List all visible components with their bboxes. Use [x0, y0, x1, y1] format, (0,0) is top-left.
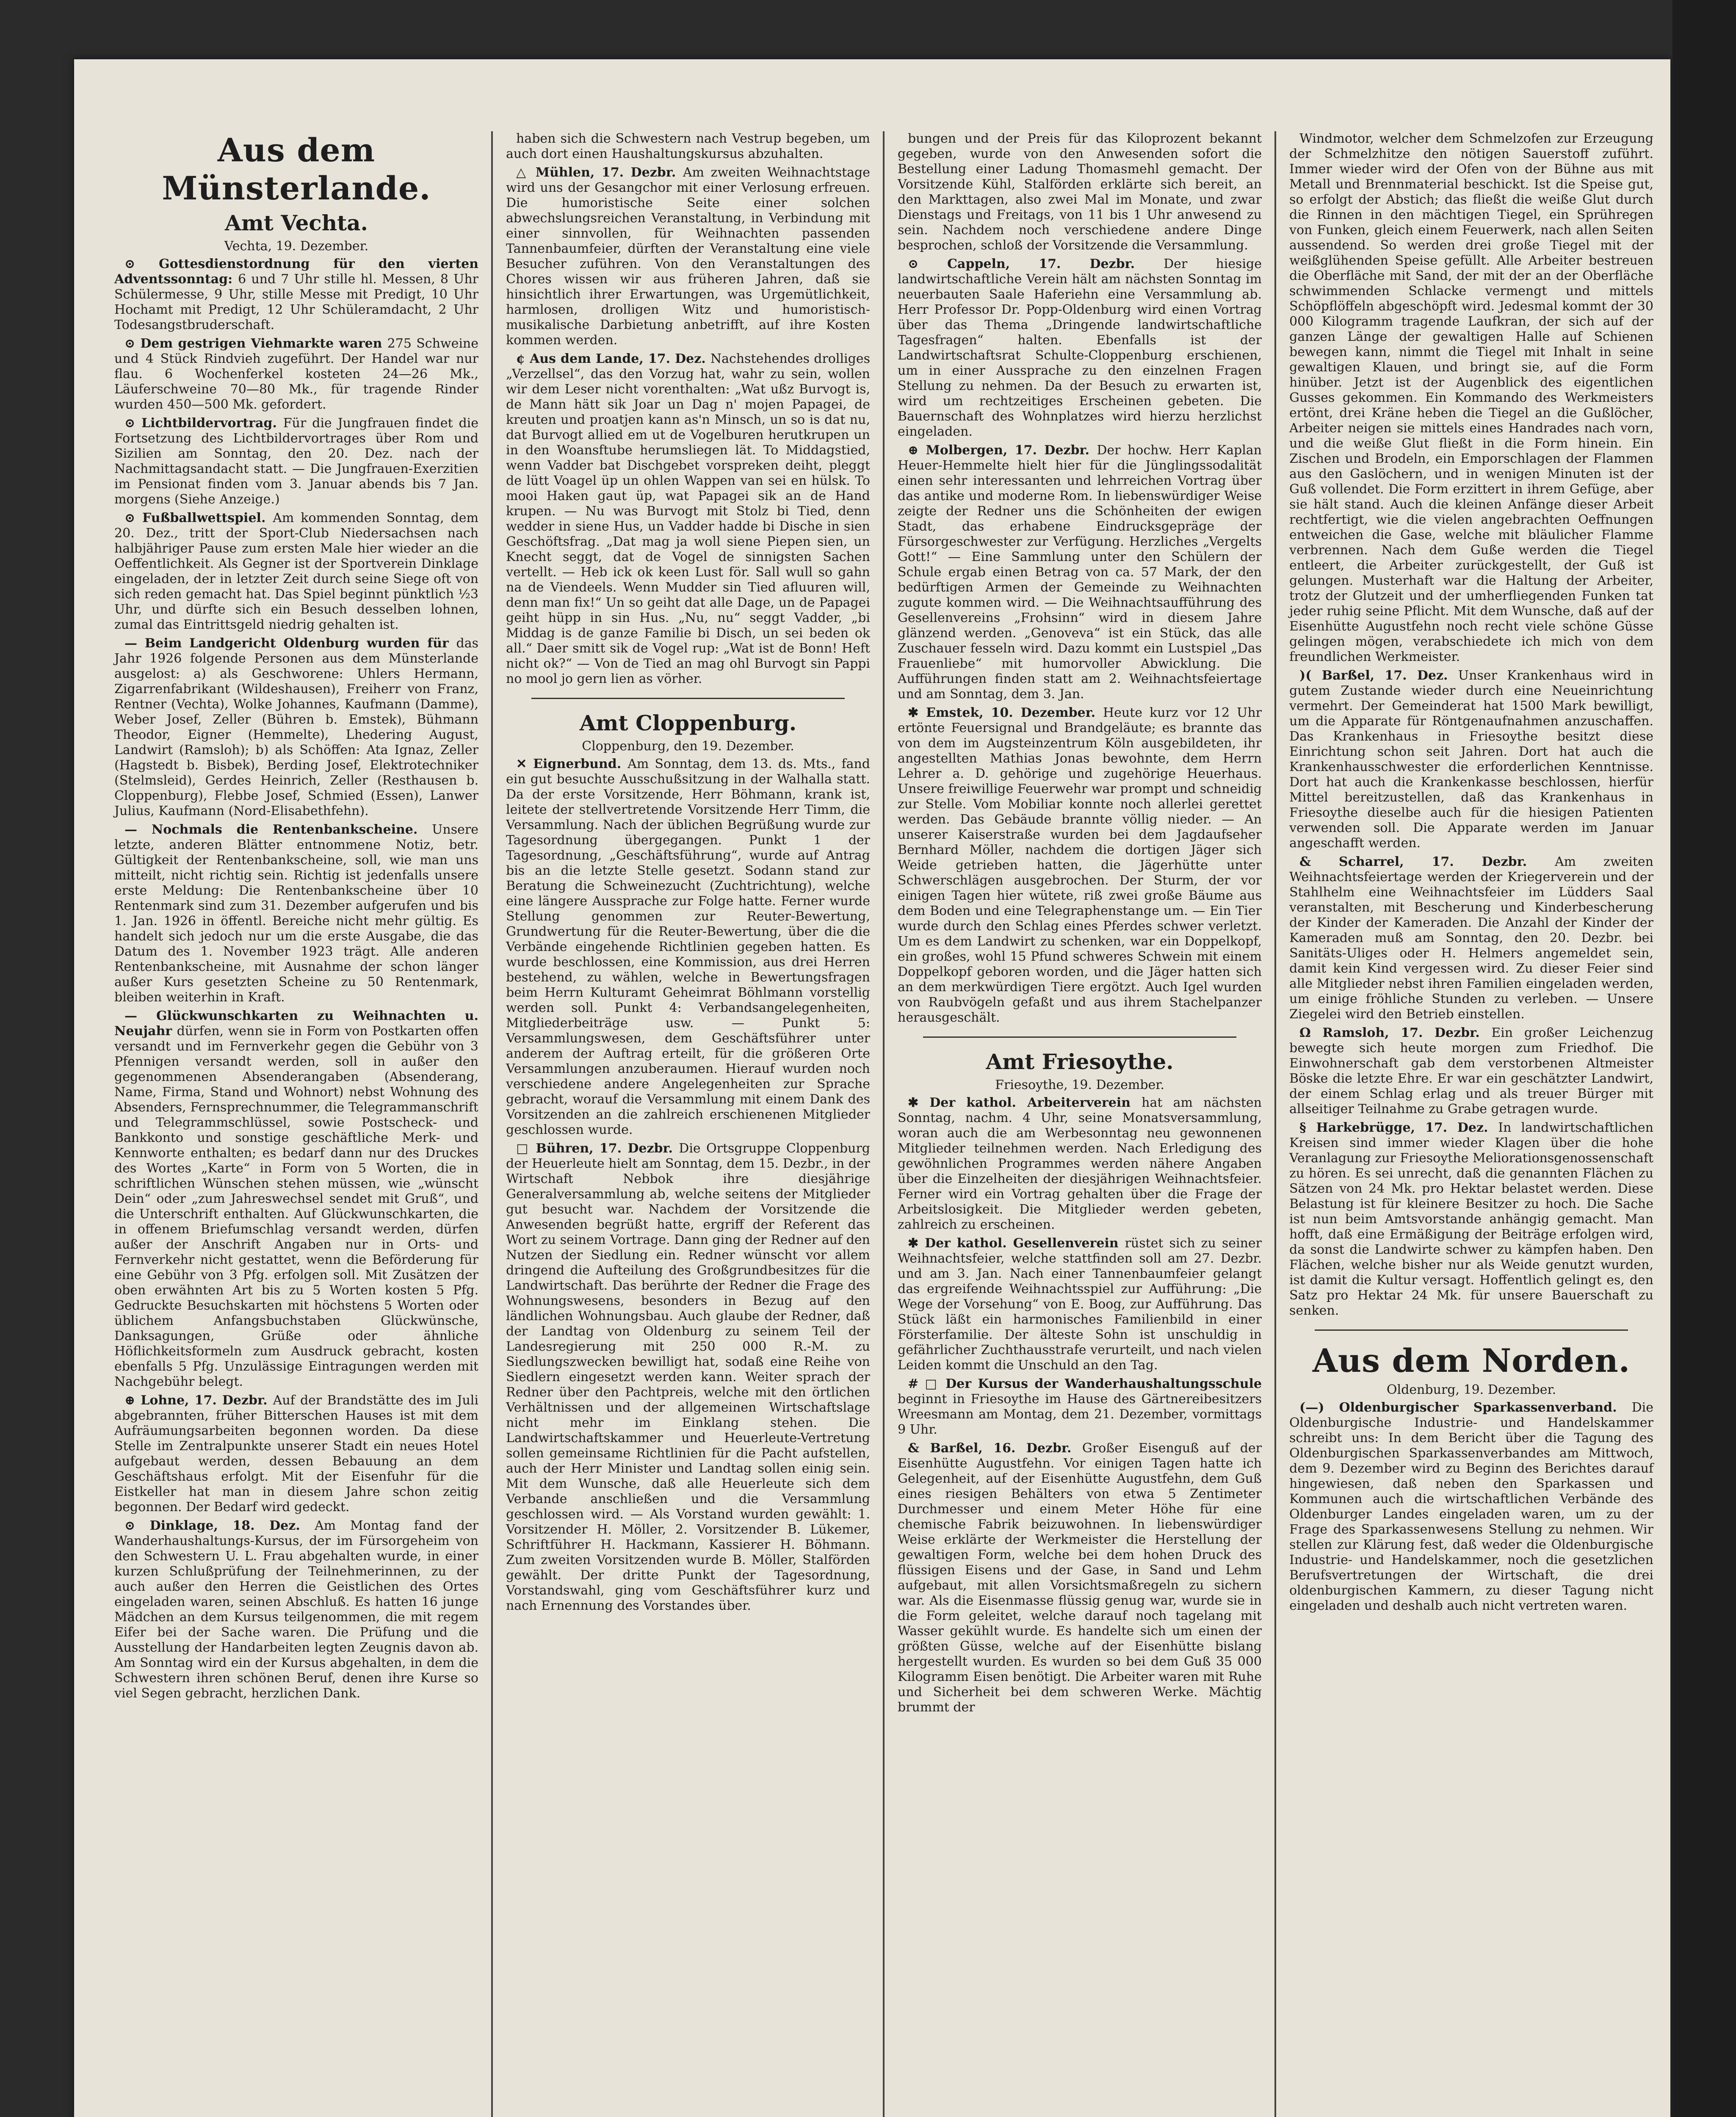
- article-text: In landwirtschaftlichen Kreisen sind immer wieder Klagen über die hohe Veranlagung zur Friesoythe Meliorationsgenossenschaft zu hören. Es sei unrecht, daß die genannten Flächen zu Sätzen von 24 Mk. pro Hektar belastet werden. Diese Belastung ist für kleinere Besitzer zu hoch. Die Sache ist nun beim Amtsvorstande anhängig gemacht. Man hofft, daß eine Ermäßigung der Beiträge erfolgen wird, da sonst die Landwirte schwer zu kämpfen haben. Den Flächen, welche bisher nur als Weide genutzt wurden, ist damit die Kultur versagt. Hoffentlich gelingt es, den Satz pro Hektar 24 Mk. für unsere Bauerschaft zu senken.: [1289, 1120, 1654, 1318]
- article-list: [898, 1095, 1262, 1715]
- article-text: bungen und der Preis für das Kiloprozent bekannt gegeben, wurde von den Anwesenden sofort die Bestellung einer Ladung Thomasmehl gemacht. Der Vorsitzende Kühl, Stalförden erklärte sich bereit, an den Markttagen, also zwei Mal im Monate, und zwar Dienstags und Freitags, von 11 bis 1 Uhr anwesend zu sein. Nachdem noch verschiedene andere Dinge besprochen, schloß der Vorsitzende die Versammlung.: [898, 131, 1262, 253]
- article-paragraph: [114, 416, 478, 507]
- column-rule: [883, 131, 885, 2117]
- dateline: Friesoythe, 19. Dezember.: [995, 1078, 1164, 1092]
- article-paragraph: [898, 257, 1262, 439]
- dateline: Cloppenburg, den 19. Dezember.: [582, 739, 794, 754]
- article-text: das Jahr 1926 folgende Personen aus dem Münsterlande ausgelost: a) als Geschworene: Uhlers Hermann, Zigarrenfabrikant (Wildeshausen), Freiherr von Franz, Rentner (Vechta), Wolke Johannes, Kaufmann (Damme), Weber Josef, Zeller (Bühren b. Emstek), Bühmann Theodor, Eigner (Hemmelte), Lhedering August, Landwirt (Ramsloh); b) als Schöffen: Ata Ignaz, Zeller (Hagstedt b. Bisbek), Berding Josef, Elektrotechniker (Stelmsleid), Gerdes Heinrich, Zeller (Resthausen b. Cloppenburg), Flebbe Josef, Schmied (Essen), Lanwer Julius, Kaufmann (Nord-Elisabethfehn).: [114, 636, 478, 818]
- article-lead: ⊙ Lichtbildervortrag.: [124, 416, 283, 431]
- article-lead: ⊙ Dinklage, 18. Dez.: [124, 1518, 315, 1533]
- article-paragraph: [114, 336, 478, 412]
- article-lead: ⊙ Dem gestrigen Viehmarkte waren: [124, 336, 387, 351]
- article-paragraph: [114, 257, 478, 333]
- article-paragraph: [506, 757, 870, 1138]
- article-paragraph: [114, 1518, 478, 1701]
- article-list: [898, 131, 1262, 1025]
- scanner-edge: [1672, 0, 1736, 2117]
- article-text: Großer Eisenguß auf der Eisenhütte Augustfehn. Vor einigen Tagen hatte ich Gelegenheit, auf der Eisenhütte Augustfehn, dem Guß eines riesigen Behälters von etwa 5 Zentimeter Durchmesser und einem Meter Höhe für eine chemische Fabrik beizuwohnen. In liebenswürdiger Weise erklärte der Werkmeister die Herstellung der gewaltigen Form, welche bei dem hohen Druck des flüssigen Eisens und der Gase, in Sand und Lehm aufgebaut, mit allen Vorsichtsmaßregeln zu sichern war. Als die Eisenmasse flüssig genug war, wurde sie in die Form geleitet, welche darauf noch tagelang mit Wasser gekühlt wurde. Es handelte sich um einen der größten Güsse, welche auf der Eisenhütte bislang hergestellt wurden. Es wurden so bei dem Guß 35 000 Kilogramm Eisen benötigt. Die Arbeiter waren mit Ruhe und Sicherheit bei dem schweren Werke. Mächtig brummt der: [898, 1441, 1262, 1715]
- article-lead: (—) Oldenburgischer Sparkassenverband.: [1299, 1400, 1632, 1415]
- article-lead: ⊙ Fußballwettspiel.: [124, 511, 273, 525]
- article-list: [1289, 1400, 1653, 1614]
- article-paragraph: [898, 443, 1262, 702]
- article-paragraph: [506, 351, 870, 687]
- article-paragraph: [114, 1393, 478, 1515]
- article-paragraph: [898, 1095, 1262, 1233]
- article-text: 275 Schweine und 4 Stück Rindvieh zugeführt. Der Handel war nur flau. 6 Wochenferkel kosteten 24—26 Mk., Läuferschweine 70—80 Mk., für tragende Rinder wurden 450—500 Mk. gefordert.: [114, 336, 478, 412]
- article-lead: — Beim Landgericht Oldenburg wurden für: [124, 636, 456, 651]
- article-list: [506, 757, 870, 1614]
- article-text: Heute kurz vor 12 Uhr ertönte Feuersignal und Brandgeläute; es brannte das von dem im Augsteinzentrum Köln ausgebildeten, ihr angestellten Mathias Jonas bewohnte, dem Herrn Lehrer a. D. gehörige und zugehörige Heuerhaus. Unsere freiwillige Feuerwehr war prompt und schneidig zur Stelle. Vom Mobiliar konnte noch allerlei gerettet werden. Das Gebäude brannte völlig nieder. — An unserer Kaiserstraße wurden bei dem Jagdaufseher Bernhard Möller, nachdem die dortigen Jäger sich Weide getrieben hatten, die Jägerhütte unter Schwerschlägen ausgebrochen. Der Sturm, der vor einigen Tagen hier wütete, riß zwei große Bäume aus dem Boden und eine Telegraphenstange um. — Ein Tier wurde durch den Schlag eines Pferdes schwer verletzt. Um es dem Landwirt zu schenken, war ein Doppelkopf, ein großes, wohl 15 Pfund schweres Schwein mit einem Doppelkopf geboren worden, und die Jäger hatten sich an dem merkwürdigen Tiere ergötzt. Auch Igel wurden von Raubvögeln gefaßt und aus ihrem Stachelpanzer herausgeschält.: [898, 705, 1262, 1025]
- article-lead: △ Mühlen, 17. Dezbr.: [516, 165, 683, 180]
- amt-heading: Amt Vechta.: [225, 210, 368, 235]
- article-lead: & Barßel, 16. Dezbr.: [908, 1441, 1082, 1456]
- column-4: [1289, 131, 1653, 1617]
- article-text: Der hiesige landwirtschaftliche Verein hält am nächsten Sonntag im neuerbauten Saale Haferiehn eine Versammlung ab. Herr Professor Dr. Popp-Oldenburg wird einen Vortrag über das Thema „Dringende landwirtschaftliche Tagesfragen“ halten. Ebenfalls ist der Landwirtschaftsrat Schulte-Cloppenburg erschienen, um in einer Aussprache zu den einzelnen Fragen Stellung zu nehmen. Da der Besuch zu erwarten ist, wird um rechtzeitiges Erscheinen gebeten. Die Bauernschaft des Wohnplatzes wird hierzu herzlichst eingeladen.: [898, 257, 1262, 439]
- column-3: [898, 131, 1262, 1719]
- article-paragraph: [898, 705, 1262, 1025]
- article-text: Unsere letzte, anderen Blätter entnommene Notiz, betr. Gültigkeit der Rentenbankscheine, soll, wie man uns mitteilt, nicht richtig sein. Richtig ist jedenfalls unsere erste Meldung: Die Rentenbankscheine über 10 Rentenmark sind zum 31. Dezember aufgerufen und bis 1. Jan. 1926 in öffentl. Bereiche nicht mehr gültig. Es handelt sich jedoch nur um die erste Ausgabe, die das Datum des 1. November 1923 trägt. Alle anderen Rentenbankscheine, mit Ausnahme der schon länger außer Kurs gesetzten Scheine zu 50 Rentenmark, bleiben weiterhin in Kraft.: [114, 822, 478, 1005]
- article-paragraph: [1289, 854, 1653, 1022]
- article-lead: ✕ Eignerbund.: [516, 757, 628, 771]
- article-list: [1289, 131, 1653, 1318]
- article-paragraph: [898, 1236, 1262, 1373]
- article-lead: ⊙ Cappeln, 17. Dezbr.: [908, 257, 1164, 271]
- article-paragraph: [1289, 1025, 1653, 1117]
- section-divider: [1315, 1329, 1628, 1331]
- article-lead: □ Bühren, 17. Dezbr.: [516, 1141, 679, 1156]
- article-lead: # □ Der Kursus der Wanderhaushaltungsschule: [908, 1376, 1262, 1391]
- region-heading: Aus dem Norden.: [1312, 1342, 1631, 1379]
- article-lead: ✱ Der kathol. Gesellenverein: [908, 1236, 1125, 1251]
- article-text: Am kommenden Sonntag, dem 20. Dez., tritt der Sport-Club Niedersachsen nach halbjähriger Pause zum ersten Male hier wieder an die Oeffentlichkeit. Als Gegner ist der Sportverein Dinklage eingeladen, der in letzter Zeit durch seine Siege oft von sich reden gemacht hat. Das Spiel beginnt pünktlich ½3 Uhr, und dürfte sich ein Besuch desselben lohnen, zumal das Eintrittsgeld niedrig gehalten ist.: [114, 511, 478, 632]
- article-paragraph: [1289, 1120, 1653, 1318]
- article-text: hat am nächsten Sonntag, nachm. 4 Uhr, seine Monatsversammlung, woran auch die am Werbesonntag neu gewonnenen Mitglieder teilnehmen werden. Nach Erledigung des gewöhnlichen Programmes werden nähere Angaben über die Einzelheiten der diesjährigen Weihnachtsfeier. Ferner wird ein Vortrag gehalten über die Frage der Arbeitslosigkeit. Die Mitglieder werden gebeten, zahlreich zu erscheinen.: [898, 1095, 1262, 1232]
- column-rule: [1274, 131, 1276, 2117]
- article-lead: ⊕ Molbergen, 17. Dezbr.: [908, 443, 1097, 458]
- article-paragraph: [1289, 131, 1653, 665]
- article-lead: — Glückwunschkarten zu Weihnachten u. Neujahr: [114, 1009, 478, 1039]
- article-text: Für die Jungfrauen findet die Fortsetzung des Lichtbildervortrages über Rom und Sizilien am Sonntag, den 20. Dez. nach der Nachmittagsandacht statt. — Die Jungfrauen-Exerzitien im Pensionat finden vom 3. Januar abends bis 7 Jan. morgens (Siehe Anzeige.): [114, 416, 479, 507]
- article-text: Der hochw. Herr Kaplan Heuer-Hemmelte hielt hier für die Jünglingssodalität einen sehr interessanten und lehrreichen Vortrag über das antike und moderne Rom. In liebenswürdiger Weise zeigte der Redner uns die Schönheiten der ewigen Stadt, das erhabene Eindrucksgepräge der Fürsorgeschwester zur Verfügung. Herzliches „Vergelts Gott!“ — Eine Sammlung unter den Schülern der Schule ergab einen Betrag von ca. 57 Mark, der den bedürftigen Armen der Gemeinde zu Weihnachten zugute kommen wird. — Die Weihnachtsaufführung des Gesellenvereins „Frohsinn“ wird in diesem Jahre glänzend werden. „Genoveva“ ist ein Stück, das alle Zuschauer fesseln wird. Dazu kommt ein Lustspiel „Das Frauenliebe“ mit humorvoller Abwicklung. Die Aufführungen finden statt am 2. Weihnachtsfeiertage und am Sonntag, dem 3. Jan.: [898, 443, 1262, 702]
- column-1: [114, 131, 478, 1705]
- article-paragraph: [898, 1441, 1262, 1715]
- article-text: Am zweiten Weihnachtsfeiertage werden der Kriegerverein und der Stahlhelm eine Weihnachtsfeier im Lüdders Saal veranstalten, mit Bescherung und Kinderbescherung der Kinder der Kameraden. Die Anzahl der Kinder der Kameraden muß am Sonntag, den 20. Dezbr. bei Sanitäts-Uliges oder H. Helmers angemeldet sein, damit kein Kind vergessen wird. Zu dieser Feier sind alle Mitglieder nebst ihren Familien eingeladen werden, um einige fröhliche Stunden zu verleben. — Unsere Ziegelei wird den Betrieb einstellen.: [1289, 854, 1653, 1022]
- article-text: Nachstehendes drolliges „Verzellsel“, das den Vorzug hat, wahr zu sein, wollen wir dem Leser nicht vorenthalten: „Wat ußz Burvogt is, de Mann hätt sik Joar un Dag n' mojen Papagei, de kreuten und proatjen kann as'n Minsch, un so is dat nu, dat Burvogt allied em ut de Vogelburen herutkrupen un in den Woansftube herumsliegen lät. To Middagstied, wenn Vadder bat Dischgebet vorspreken deiht, pleggt de lütt Voagel üp un ohlen Wappen van sei en hülsk. To mooi Haken gaut üp, wat Papagei sik an de Hand krupen. — Nu was Burvogt mit Stolz bi Tied, denn wedder in siene Hus, un Vadder hadde bi Dische in sien Geschöftsfrag. „Dat mag ja woll siene Piepen sien, un Knecht seggt, dat de Vogel de sinnigsten Sachen vertellt. — Heb ick ok keen Lust för. Sall wull so gahn na de Viendeels. Wenn Mudder sin Tied afluuren will, denn man fix!“ Un so geiht dat alle Dage, un de Papagei geiht hüpp in sin Hus. „Nu, nu“ seggt Vadder, „bi Middag is de ganze Familie bi Disch, un sei beden ok all.“ Daer smitt sik de Vogel rup: „Wat ist de Bonn! Heft nicht ok?“ — Von de Tied an mag ohl Burvogt sin Pappi no mool jo gern lien as vörher.: [506, 351, 871, 686]
- article-paragraph: [898, 1376, 1262, 1437]
- article-paragraph: [114, 822, 478, 1005]
- article-text: Am Montag fand der Wanderhaushaltungs-Kursus, der im Fürsorgeheim von den Schwestern U. L. Frau abgehalten wurde, in einer kurzen Schlußprüfung der Teilnehmerinnen, zu der auch außer den Herren die Geistlichen des Ortes eingeladen waren, seinen Abschluß. Es hatten 16 junge Mädchen an dem Kursus teilgenommen, die mit regem Eifer bei der Sache waren. Die Prüfung und die Ausstellung der Handarbeiten legten Zeugnis davon ab. Am Sonntag wird ein der Kursus abgehalten, in dem die Schwestern ihren schönen Beruf, denen ihre Kurse so viel Segen gebracht, herzlichen Dank.: [114, 1518, 478, 1701]
- article-lead: ¢ Aus dem Lande, 17. Dez.: [516, 351, 710, 366]
- column-rule: [491, 131, 493, 2117]
- article-paragraph: [1289, 668, 1653, 851]
- article-list: [506, 131, 870, 687]
- article-paragraph: [506, 1141, 870, 1614]
- article-text: Die Oldenburgische Industrie- und Handelskammer schreibt uns: In dem Bericht über die Tagung des Oldenburgischen Sparkassenverbandes am Mittwoch, dem 9. Dezember wird zu Beginn des Berichtes darauf hingewiesen, daß neben den Sparkassen und Kommunen auch die wirtschaftlichen Verbände des Oldenburger Landes eingeladen waren, um zu der Frage des Sparkassenwesens Stellung zu nehmen. Wir stellen zur Klärung fest, daß weder die Oldenburgische Industrie- und Handelskammer, noch die gesetzlichen Berufsvertretungen der Wirtschaft, die drei oldenburgischen Kammern, zu dieser Tagung nicht eingeladen und deshalb auch nicht vertreten waren.: [1289, 1400, 1653, 1613]
- dateline: Vechta, 19. Dezember.: [224, 239, 369, 254]
- article-lead: ✱ Emstek, 10. Dezember.: [908, 705, 1103, 720]
- article-lead: — Nochmals die Rentenbankscheine.: [124, 822, 432, 837]
- article-paragraph: [506, 165, 870, 348]
- article-paragraph: [114, 1009, 478, 1390]
- section-divider: [531, 698, 845, 699]
- article-text: Am Sonntag, dem 13. ds. Mts., fand ein gut besuchte Ausschußsitzung in der Walhalla statt. Da der erste Vorsitzende, Herr Böhmann, krank ist, leitete der stellvertretende Vorsitzende Herr Timm, die Versammlung. Nach der üblichen Begrüßung wurde zur Tagesordnung übergegangen. Punkt 1 der Tagesordnung, „Geschäftsführung“, wurde auf Antrag bis an die letzte Stelle gesetzt. Sodann stand zur Beratung die Schweinezucht (Zuchtrichtung), welche eine längere Aussprache zur Folge hatte. Ferner wurde Stellung genommen zur Reuter-Bewertung, Grundwertung für die Reuter-Bewertung, über die die Verbände eingehende Richtlinien gegeben hatten. Es wurde beschlossen, eine Kommission, aus drei Herren bestehend, zu wählen, welche in Bewertungsfragen beim Herrn Kulturamt Geheimrat Böhlmann vorstellig werden soll. Punkt 4: Verbandsangelegenheiten, Mitgliederbeiträge usw. — Punkt 5: Versammlungswesen, dem Geschäftsführer unter anderem der Auftrag erteilt, für die größeren Orte Versammlungen anzuberaumen. Hierauf wurden noch verschiedene andere Angelegenheiten zur Sprache gebracht, worauf die Versammlung mit einem Dank des Vorsitzenden an die zahlreich erschienenen Mitglieder geschlossen wurde.: [506, 757, 870, 1137]
- article-text: Auf der Brandstätte des im Juli abgebrannten, früher Bitterschen Hauses ist mit dem Aufräumungsarbeiten begonnen worden. Da diese Stelle im Zentralpunkte unserer Stadt ein neues Hotel aufgebaut werden, dessen Bebauung an dem Geschäftshaus erfolgt. Mit der Eisenfuhr für die Eistkeller hat man in diesem Jahre schon zeitig begonnen. Der Bedarf wird gedeckt.: [114, 1393, 478, 1515]
- article-paragraph: [1289, 1400, 1653, 1614]
- region-heading: Aus dem Münsterlande.: [162, 131, 431, 207]
- article-lead: ⊕ Lohne, 17. Dezbr.: [124, 1393, 273, 1408]
- newspaper-page: [74, 59, 1670, 2117]
- section-divider: [923, 1036, 1236, 1038]
- article-text: Ein großer Leichenzug bewegte sich heute morgen zum Friedhof. Die Einwohnerschaft gab dem verstorbenen Altmeister Böske die letzte Ehre. Er war ein geschätzter Landwirt, der einem Schlag erlag und als treuer Bürger mit allseitiger Teilnahme zu Grabe getragen wurde.: [1289, 1025, 1654, 1117]
- dateline: Oldenburg, 19. Dezember.: [1386, 1382, 1556, 1397]
- article-text: Unser Krankenhaus wird in gutem Zustande wieder durch eine Neueinrichtung vermehrt. Der Gemeinderat hat 1500 Mark bewilligt, um die Apparate für Röntgenaufnahmen anzuschaffen. Das Krankenhaus in Friesoythe besitzt diese Einrichtung schon seit Jahren. Dort hat auch die Krankenhausschwester die erforderlichen Kenntnisse. Dort hat auch die Krankenkasse beschlossen, hierfür Mittel bereitzustellen, daß das Krankenhaus in Friesoythe dieselbe auch für die hiesigen Patienten verwenden soll. Die Apparate werden im Januar angeschafft werden.: [1289, 668, 1653, 851]
- article-text: Die Ortsgruppe Cloppenburg der Heuerleute hielt am Sonntag, dem 15. Dezbr., in der Wirtschaft Nebbok ihre diesjährige Generalversammlung ab, welche seitens der Mitglieder gut besucht war. Nachdem der Vorsitzende die Anwesenden begrüßt hatte, ergriff der Referent das Wort zu seinem Vortrage. Dann ging der Redner auf den Nutzen der Siedlung ein. Redner wünscht vor allem dringend die Aufteilung des Großgrundbesitzes für die Landwirtschaft. Das berührte der Redner die Frage des Wohnungswesens, besonders in Bezug auf den ländlichen Wohnungsbau. Auch glaube der Redner, daß der Landtag von Oldenburg zu seinem Teil der Landesregierung mit 250 000 R.-M. zu Siedlungszwecken bewilligt hat, sodaß eine Reihe von Siedlern eingesetzt werden kann. Weiter sprach der Redner über den Pachtpreis, welche mit den örtlichen Verhältnissen und der allgemeinen Wirtschaftslage nicht mehr im Einklang stehen. Die Landwirtschaftskammer und Heuerleute-Vertretung sollen gemeinsame Richtlinien für die Pacht aufstellen, auch der Herr Minister und Landtag sollen einig sein. Mit dem Wunsche, daß alle Heuerleute sich dem Verbande anschließen und die Versammlung geschlossen wird. — Als Vorstand wurden gewählt: 1. Vorsitzender H. Möller, 2. Vorsitzender B. Lükemer, Schriftführer H. Hackmann, Kassierer H. Böhmann. Zum zweiten Vorsitzenden wurde B. Möller, Stalförden gewählt. Der dritte Punkt der Tagesordnung, Vorstandswahl, ging vom Geschäftsführer kurz und nach Ernennung des Vorstandes über.: [506, 1141, 870, 1613]
- article-lead: & Scharrel, 17. Dezbr.: [1299, 854, 1555, 869]
- article-text: Windmotor, welcher dem Schmelzofen zur Erzeugung der Schmelzhitze den nötigen Sauerstoff zuführt. Immer wieder wird der Ofen von der Bühne aus mit Metall und Brennmaterial beschickt. Ist die Speise gut, so erfolgt der Abstich; das fließt die weiße Glut durch die Rinnen in den mächtigen Tiegel, ein Sprühregen von Funken, gleich einem Feuerwerk, nach allen Seiten aussendend. So werden drei große Tiegel mit der weißglühenden Speise gefüllt. Alle Arbeiter bestreuen die Oberfläche mit Sand, der mit der an der Oberfläche schwimmenden Schlacke vermengt und mittels Schöpflöffeln abgeschöpft wird. Jedesmal kommt der 30 000 Kilogramm tragende Laufkran, der sich auf der ganzen Länge der gewaltigen Halle auf Schienen bewegen kann, nimmt die Tiegel mit Inhalt in seine gewaltigen Klauen, und bringt sie, auf die Form hinüber. Jetzt ist der Augenblick des eigentlichen Gusses gekommen. Ein Kommando des Werkmeisters ertönt, drei Kräne heben die Tiegel an die Gußlöcher, Arbeiter neigen sie mittels eines Handrades nach vorn, und die weiße Glut fließt in die Form hinein. Ein Zischen und Brodeln, ein Emporschlagen der Flammen aus den Gaslöchern, und in wenigen Minuten ist der Guß vollendet. Die Form erzittert in ihrem Gefüge, aber sie hält stand. Auch die kleinen Anfänge dieser Arbeit rechtfertigt, wie die vielen angebrachten Oeffnungen entweichen die Gase, welche mit bläulicher Flamme verbrennen. Nach dem Guße werden die Tiegel entleert, die Arbeiter zurückgestellt, der Guß ist gelungen. Musterhaft war die Haltung der Arbeiter, trotz der Glutzeit und der umherfliegenden Funken tat jeder ruhig seine Pflicht. Mit dem Wunsche, daß auf der Eisenhütte Augustfehn noch recht viele schöne Güsse gelingen mögen, verabschiedete ich mich von dem freundlichen Werkmeister.: [1289, 131, 1653, 664]
- article-paragraph: [898, 131, 1262, 253]
- article-paragraph: [506, 131, 870, 162]
- amt-heading: Amt Friesoythe.: [986, 1049, 1174, 1074]
- article-text: Am zweiten Weihnachtstage wird uns der Gesangchor mit einer Verlosung erfreuen. Die humoristische Seite einer solchen abwechslungsreichen Veranstaltung, in Verbindung mit einer sinnvollen, für Weihnachten passenden Tannenbaumfeier, dürften der Veranstaltung eine viele Besucher zuführen. Von den Veranstaltungen des Chores wissen wir aus früheren Jahren, daß sie hinsichtlich ihrer Erwartungen, was Urgemütlichkeit, harmlosen, drolligen Witz und humoristisch-musikalische Darbietung anbetrifft, auf ihre Kosten kommen werden.: [506, 165, 870, 348]
- article-lead: ✱ Der kathol. Arbeiterverein: [908, 1095, 1142, 1110]
- article-text: beginnt in Friesoythe im Hause des Gärtnereibesitzers Wreesmann am Montag, dem 21. Dezember, vormittags 9 Uhr.: [898, 1392, 1262, 1437]
- column-2: [506, 131, 870, 1617]
- article-paragraph: [114, 511, 478, 633]
- article-lead: § Harkebrügge, 17. Dez.: [1299, 1120, 1498, 1135]
- article-lead: Ω Ramsloh, 17. Dezbr.: [1299, 1025, 1492, 1040]
- article-text: dürfen, wenn sie in Form von Postkarten offen versandt und im Fernverkehr gegen die Gebühr von 3 Pfennigen versandt werden, soll in außer den gegenommenen Absenderangaben (Absenderang, Name, Firma, Stand und Wohnort) nebst Wohnung des Absenders, Fernsprechnummer, die Telegrammanschrift und Telegrammschlüssel, sowie Postscheck- und Bankkonto und sonstige geschäftliche Merk- und Kennworte enthalten; es bedarf dann nur des Druckes des Wortes „Karte“ in Form von 5 Worten, die in schriftlichen Wünschen stehen müssen, wie „wünscht Dein“ oder „zum Jahreswechsel sendet mit Gruß“, und die Unterschrift enthalten. Auf Glückwunschkarten, die in offenem Briefumschlag versandt werden, dürfen außer der Anschrift Angaben nur in Orts- und Fernverkehr nicht gestattet, wenn die Beförderung für eine Gebühr von 3 Pfg. erfolgen soll. Mit Zusätzen der oben erwähnten Art bis zu 5 Worten kosten 5 Pfg. Gedruckte Besuchskarten mit höchstens 5 Worten oder üblichem Anfangsbuchstaben Glückwünsche, Danksagungen, Grüße oder ähnliche Höflichkeitsformeln zum Ausdruck gebracht, kosten ebenfalls 5 Pfg. Unzulässige Eintragungen werden mit Nachgebühr belegt.: [114, 1024, 478, 1389]
- article-lead: )( Barßel, 17. Dez.: [1299, 668, 1458, 683]
- article-text: haben sich die Schwestern nach Vestrup begeben, um auch dort einen Haushaltungskursus abzuhalten.: [506, 131, 870, 161]
- article-lead: ⊙ Gottesdienstordnung für den vierten Adventssonntag:: [114, 257, 478, 287]
- amt-heading: Amt Cloppenburg.: [579, 710, 797, 735]
- article-text: rüstet sich zu seiner Weihnachtsfeier, welche stattfinden soll am 27. Dezbr. und am 3. Jan. Nach einer Tannenbaumfeier gelangt das ergreifende Weihnachtsspiel zur Aufführung: „Die Wege der Vorsehung“ von E. Boog, zur Aufführung. Das Stück läßt ein harmonisches Familienbild in einer Försterfamilie. Der älteste Sohn ist unschuldig in gefährlicher Zuchthausstrafe verurteilt, und nach vielen Leiden kommt die Unschuld an den Tag.: [898, 1236, 1262, 1373]
- article-text: 6 und 7 Uhr stille hl. Messen, 8 Uhr Schülermesse, 9 Uhr, stille Messe mit Predigt, 10 Uhr Hochamt mit Predigt, 12 Uhr Schüleramdacht, 2 Uhr Todesangstbruderschaft.: [114, 272, 478, 332]
- article-list: [114, 257, 478, 1701]
- article-paragraph: [114, 636, 478, 819]
